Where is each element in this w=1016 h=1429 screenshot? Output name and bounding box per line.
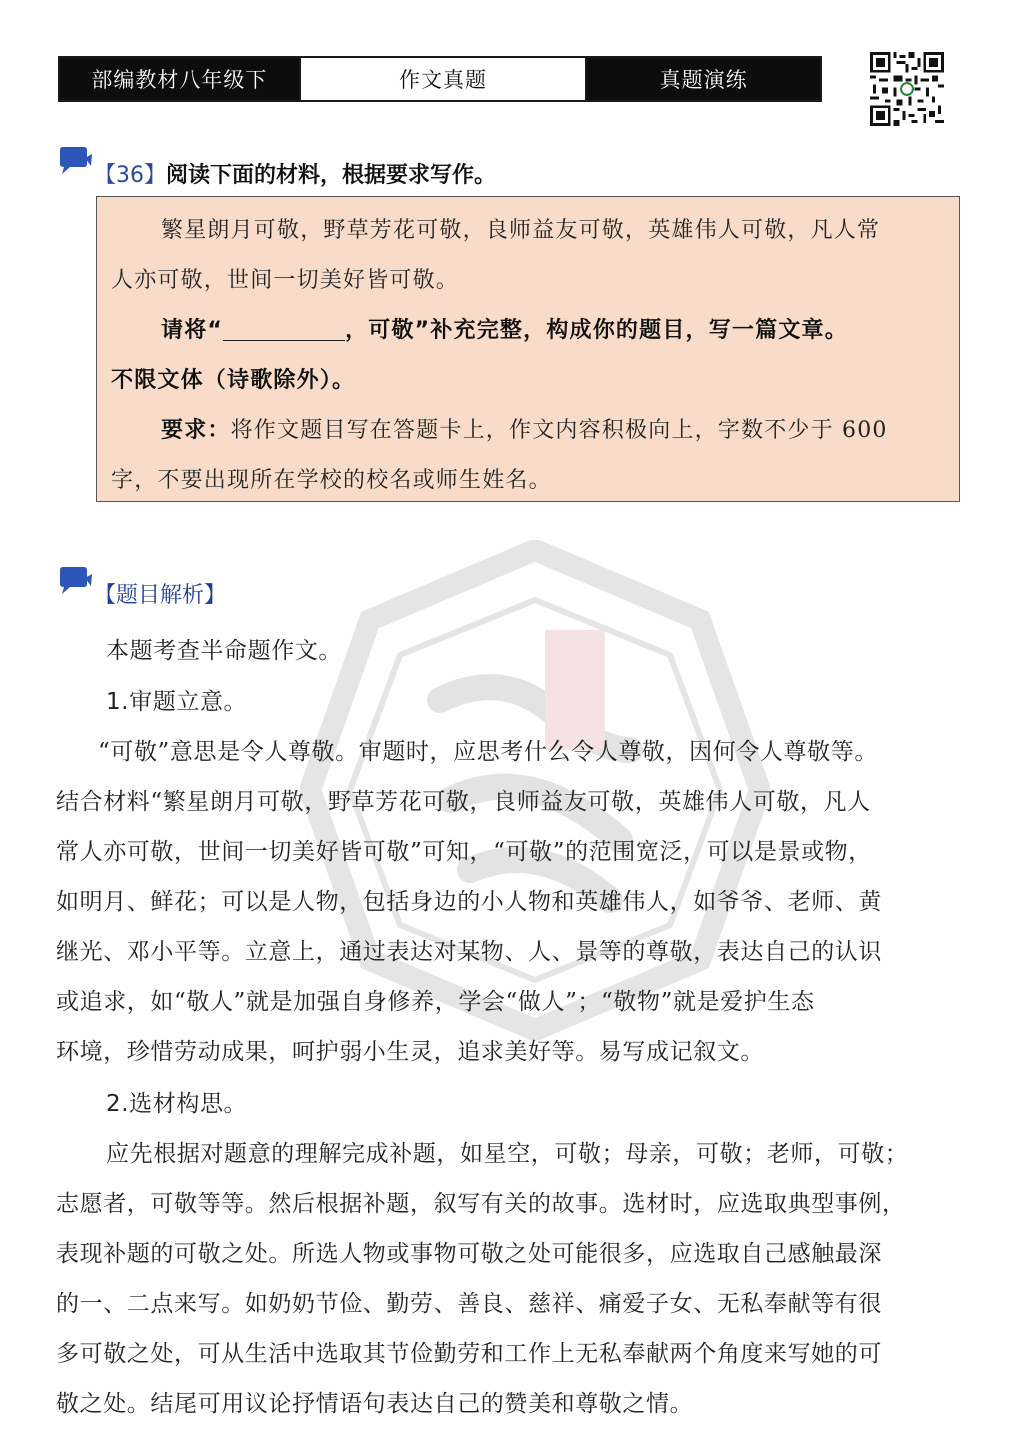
analysis-heading: 【题目解析】 — [94, 583, 227, 608]
paragraph-line: 的一、二点来写。如奶奶节俭、勤劳、善良、慈祥、痛爱子女、无私奉献等有很 — [56, 1291, 882, 1317]
paragraph-line: 多可敬之处，可从生活中选取其节俭勤劳和工作上无私奉献两个角度来写她的可 — [56, 1341, 882, 1367]
section-title: 2.选材构思。 — [106, 1091, 248, 1117]
qr-code-icon — [870, 52, 944, 126]
header-grade: 部编教材八年级下 — [60, 58, 299, 100]
paragraph-line: 敬之处。结尾可用议论抒情语句表达自己的赞美和尊敬之情。 — [56, 1391, 694, 1417]
prompt-line — [161, 313, 848, 344]
header-section: 真题演练 — [587, 58, 820, 100]
material-line: 繁星朗月可敬，野草芳花可敬，良师益友可敬，英雄伟人可敬，凡人常 — [161, 218, 881, 243]
prompt-line-2: 不限文体（诗歌除外）。 — [111, 368, 356, 393]
fill-in-blank — [223, 318, 345, 341]
prompt-prefix: 请将“ — [161, 318, 224, 343]
paragraph-line: 表现补题的可敬之处。所选人物或事物可敬之处可能很多，应选取自己感触最深 — [56, 1241, 882, 1267]
section-title: 1.审题立意。 — [106, 689, 248, 715]
paragraph-line: 继光、邓小平等。立意上，通过表达对某物、人、景等的尊敬，表达自己的认识 — [56, 939, 882, 965]
prompt-suffix: ，可敬”补充完整，构成你的题目，写一篇文章。 — [345, 318, 848, 343]
requirement-label: 要求： — [161, 418, 231, 443]
page-header — [58, 56, 822, 102]
question-heading — [94, 158, 496, 189]
header-topic: 作文真题 — [299, 58, 588, 100]
material-box — [96, 196, 960, 502]
question-number: 【36】 — [94, 163, 166, 188]
paragraph-line: 志愿者，可敬等等。然后根据补题，叙写有关的故事。选材时，应选取典型事例， — [56, 1191, 906, 1217]
material-line: 人亦可敬，世间一切美好皆可敬。 — [111, 268, 460, 293]
paragraph-line: 应先根据对题意的理解完成补题，如星空，可敬；母亲，可敬；老师，可敬； — [106, 1141, 909, 1167]
requirement-line-2: 字，不要出现所在学校的校名或师生姓名。 — [111, 468, 552, 493]
analysis-intro: 本题考查半命题作文。 — [106, 638, 342, 664]
bookmark-tag-icon — [58, 146, 92, 176]
paragraph-line: 或追求，如“敬人”就是加强自身修养，学会“做人”；“敬物”就是爱护生态 — [56, 989, 815, 1015]
paragraph-line: 常人亦可敬，世间一切美好皆可敬”可知，“可敬”的范围宽泛，可以是景或物， — [56, 839, 872, 865]
paragraph-line: 环境，珍惜劳动成果，呵护弱小生灵，追求美好等。易写成记叙文。 — [56, 1039, 764, 1065]
bookmark-tag-icon — [58, 566, 92, 596]
question-instruction: 阅读下面的材料，根据要求写作。 — [166, 163, 497, 188]
paragraph-line: 结合材料“繁星朗月可敬，野草芳花可敬，良师益友可敬，英雄伟人可敬，凡人 — [56, 789, 871, 815]
requirement-text: 将作文题目写在答题卡上，作文内容积极向上，字数不少于 600 — [230, 418, 888, 443]
paragraph-line: “可敬”意思是令人尊敬。审题时，应思考什么令人尊敬，因何令人尊敬等。 — [98, 739, 878, 765]
requirement-line — [161, 413, 888, 444]
paragraph-line: 如明月、鲜花；可以是人物，包括身边的小人物和英雄伟人，如爷爷、老师、黄 — [56, 889, 882, 915]
